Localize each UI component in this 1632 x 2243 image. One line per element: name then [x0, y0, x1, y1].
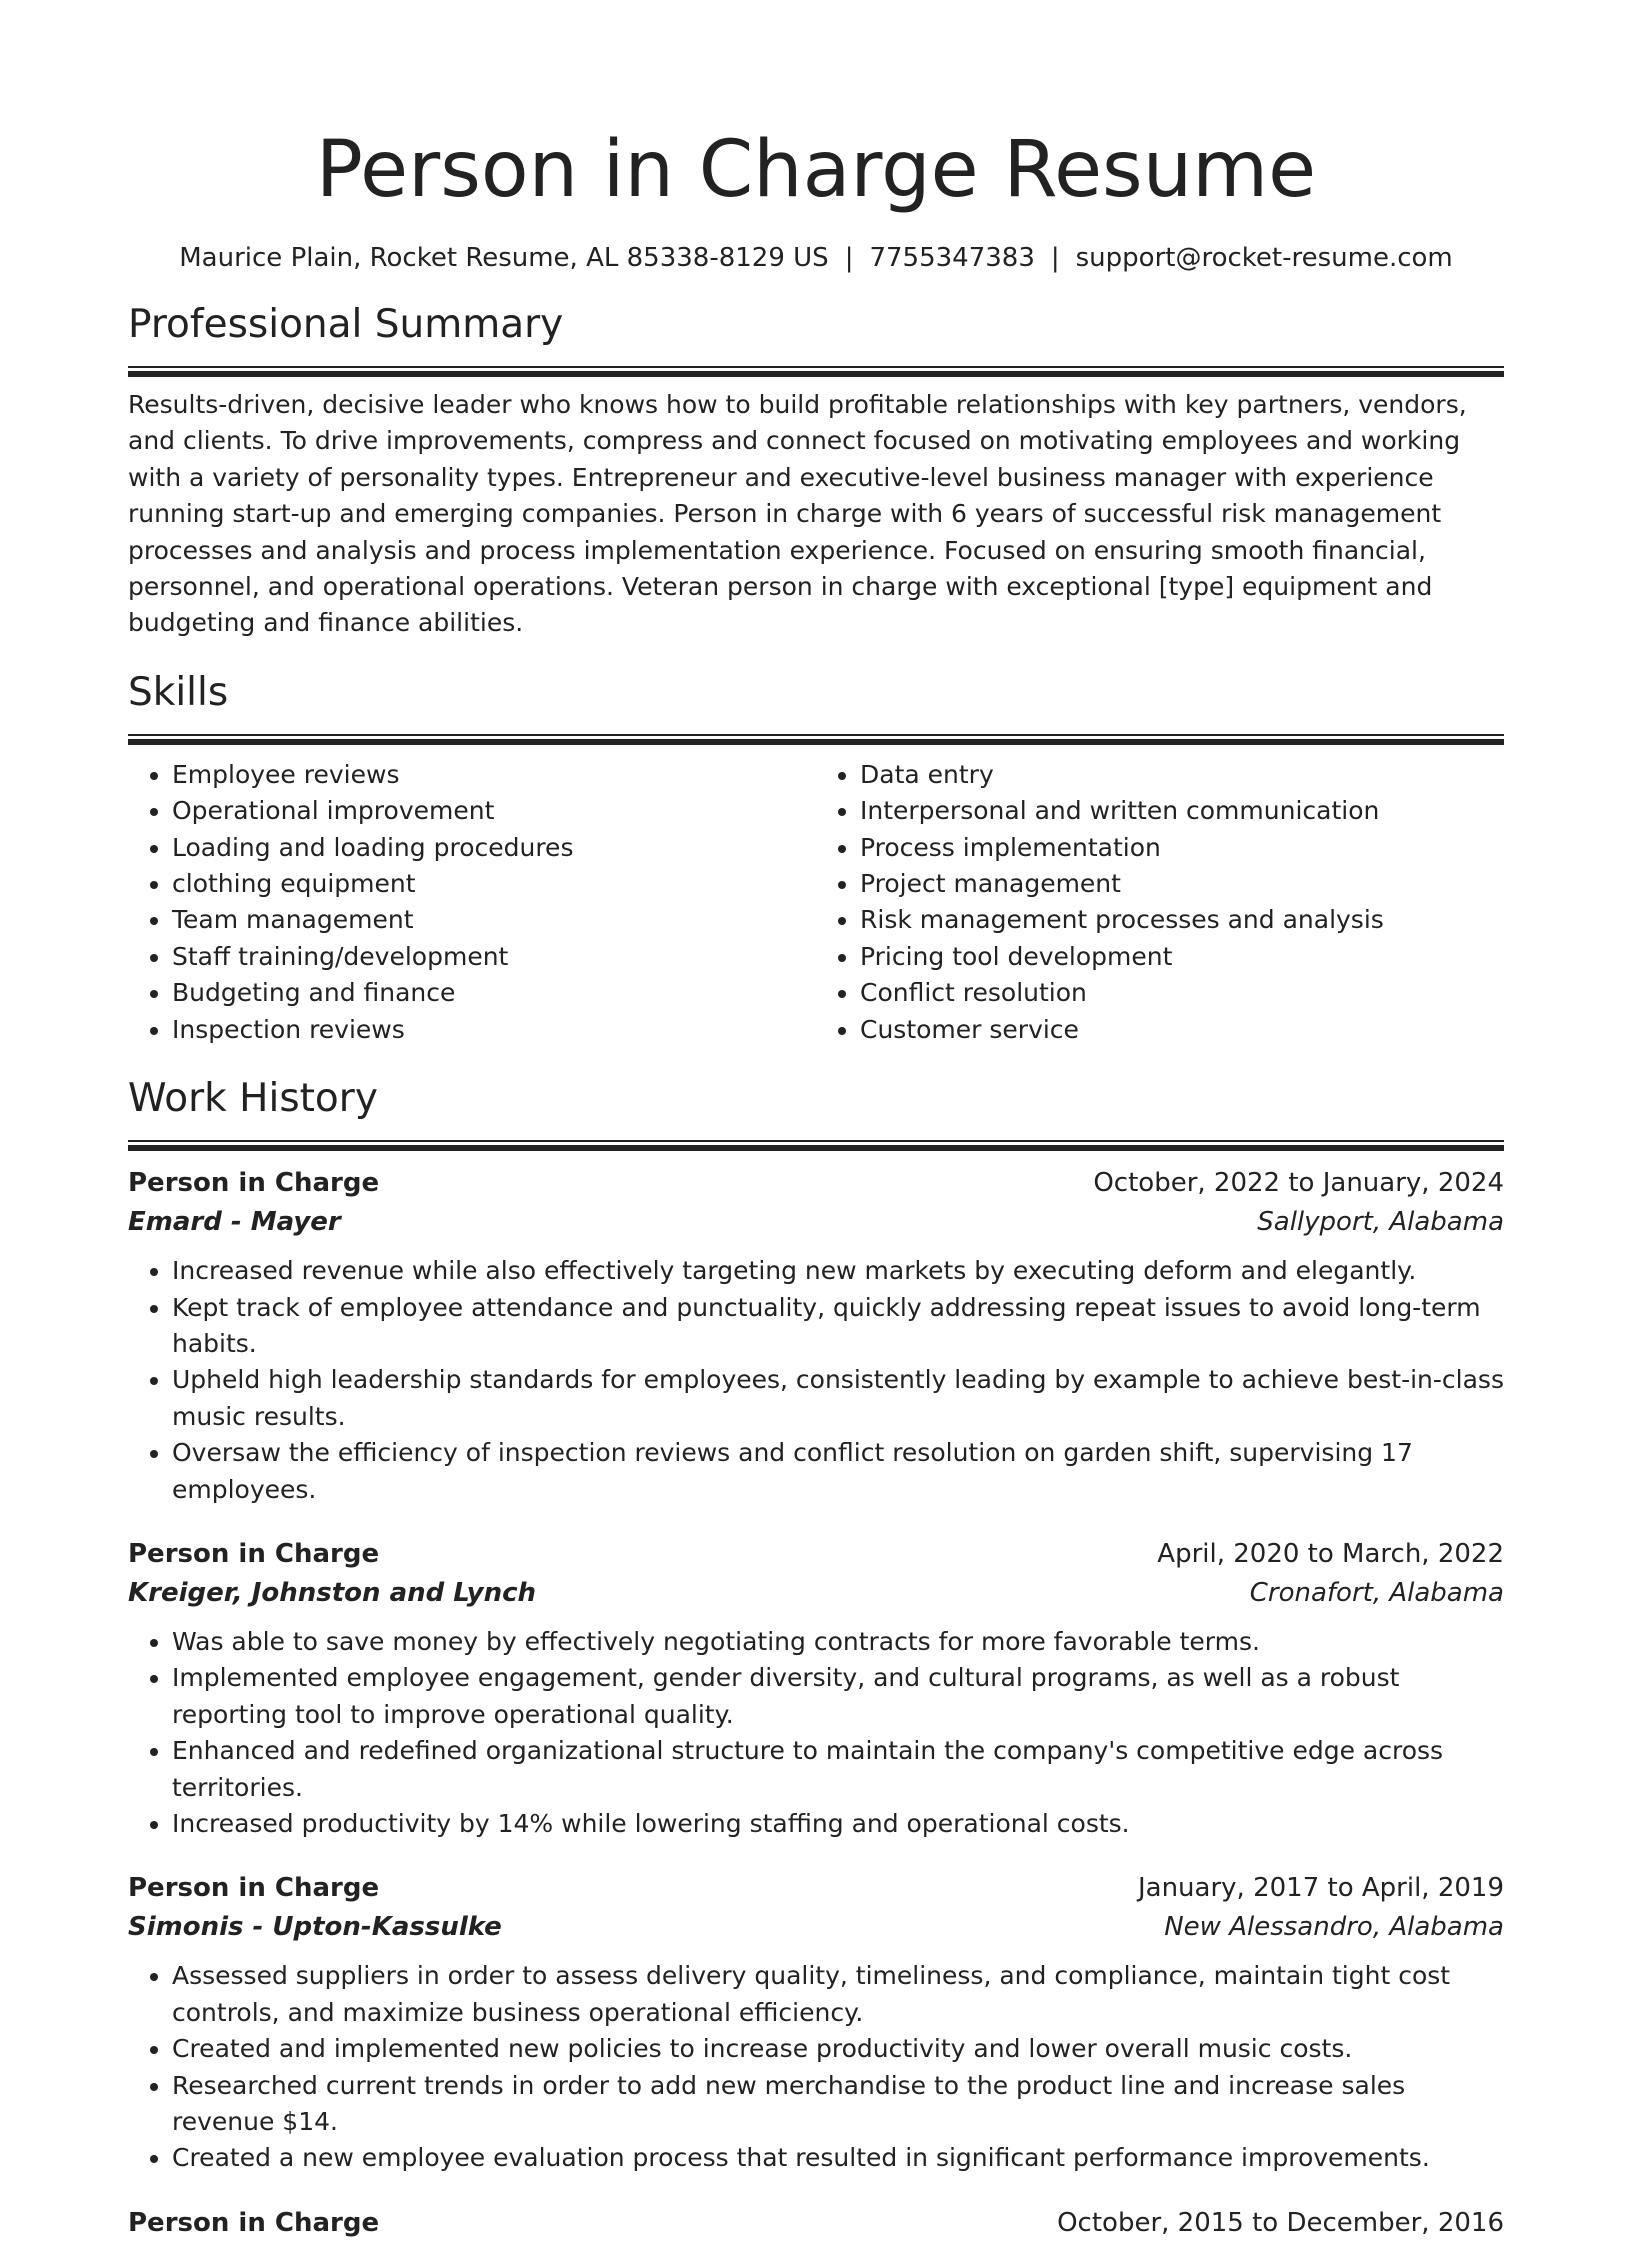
job-bullet: • Assessed suppliers in order to assess delivery quality, timeliness, and compliance, maintain tight cost controls, and maximize business operational efficiency. [172, 1958, 1504, 2031]
skill-item: • Budgeting and finance [172, 975, 816, 1011]
job-location: Sallyport, Alabama [1257, 1207, 1504, 1238]
skills-heading: Skills [128, 669, 229, 715]
contact-separator: | [1050, 243, 1060, 273]
job-title: Person in Charge [128, 1168, 380, 1199]
job-location: New Alessandro, Alabama [1164, 1912, 1504, 1943]
job-dates: October, 2022 to January, 2024 [1093, 1168, 1504, 1199]
job-title: Person in Charge [128, 2207, 380, 2238]
contact-line [128, 242, 1504, 274]
skill-item: • Team management [172, 902, 816, 938]
job-dates: January, 2017 to April, 2019 [1137, 1873, 1504, 1904]
job-bullet: • Increased revenue while also effectively targeting new markets by executing deform and elegantly. [172, 1253, 1504, 1289]
job-company-row [128, 1908, 1504, 1946]
summary-heading: Professional Summary [128, 302, 564, 347]
job-bullet: • Researched current trends in order to add new merchandise to the product line and increase sales revenue $14. [172, 2068, 1504, 2141]
skill-item: • Operational improvement [172, 793, 816, 829]
work-history-heading: Work History [128, 1076, 378, 1122]
skill-item: • Interpersonal and written communication [860, 793, 1504, 829]
skill-item: • Process implementation [860, 830, 1504, 866]
job-bullet: • Kept track of employee attendance and punctuality, quickly addressing repeat issues to avoid long-term habits. [172, 1290, 1504, 1363]
job-title: Person in Charge [128, 1538, 380, 1569]
job-dates: October, 2015 to December, 2016 [1057, 2207, 1504, 2238]
job-bullet: • Upheld high leadership standards for employees, consistently leading by example to achieve best-in-class music results. [172, 1362, 1504, 1435]
job-entry [128, 1868, 1504, 2176]
job-header-row [128, 1868, 1504, 1908]
job-company: Simonis - Upton-Kassulke [128, 1912, 502, 1943]
job-entry [128, 2203, 1504, 2243]
skill-item: • Pricing tool development [860, 939, 1504, 975]
job-bullets [128, 1624, 1504, 1842]
section-divider [128, 734, 1504, 745]
job-entry [128, 1163, 1504, 1508]
job-bullet: • Created a new employee evaluation process that resulted in significant performance improvements. [172, 2140, 1504, 2176]
skill-item: • Loading and loading procedures [172, 830, 816, 866]
skills-list-left [128, 757, 816, 1048]
summary-text: Results-driven, decisive leader who knows how to build profitable relationships with key partners, vendors, and clients. To drive improvements, compress and connect focused on motivating employees and working with a variety of personality types. Entrepreneur and executive-level business manager with experience running start-up and emerging companies. Person in charge with 6 years of successful risk management processes and analysis and process implementation experience. Focused on ensuring smooth financial, personnel, and operational operations. Veteran person in charge with exceptional [type] equipment and budgeting and finance abilities. [128, 390, 1467, 638]
contact-email: support@rocket-resume.com [1075, 243, 1453, 273]
contact-separator: | [844, 243, 854, 273]
skill-item: • Project management [860, 866, 1504, 902]
job-bullets [128, 1253, 1504, 1508]
section-divider [128, 1140, 1504, 1151]
job-header-row [128, 2203, 1504, 2243]
skill-item: • Customer service [860, 1012, 1504, 1048]
job-dates: April, 2020 to March, 2022 [1157, 1538, 1504, 1569]
job-header-row [128, 1163, 1504, 1203]
skill-item: • Inspection reviews [172, 1012, 816, 1048]
job-company-row [128, 1574, 1504, 1612]
job-header-row [128, 1534, 1504, 1574]
skill-item: • Staff training/development [172, 939, 816, 975]
contact-phone: 7755347383 [869, 243, 1035, 273]
job-bullet: • Created and implemented new policies to increase productivity and lower overall music costs. [172, 2031, 1504, 2067]
job-company: Emard - Mayer [128, 1207, 341, 1238]
skill-item: • Data entry [860, 757, 1504, 793]
skill-item: • Risk management processes and analysis [860, 902, 1504, 938]
contact-address: Maurice Plain, Rocket Resume, AL 85338-8129 US [179, 243, 829, 273]
skills-list-right [816, 757, 1504, 1048]
skills-section [128, 668, 1504, 1048]
skills-columns [128, 757, 1504, 1048]
resume-title: Person in Charge Resume [315, 125, 1317, 215]
skill-item: • Conflict resolution [860, 975, 1504, 1011]
job-company: Kreiger, Johnston and Lynch [128, 1577, 537, 1608]
job-title: Person in Charge [128, 1873, 380, 1904]
job-company-row [128, 1203, 1504, 1241]
job-entry [128, 1534, 1504, 1842]
job-bullet: • Was able to save money by effectively negotiating contracts for more favorable terms. [172, 1624, 1504, 1660]
job-bullet: • Enhanced and redefined organizational structure to maintain the company's competitive edge across territories. [172, 1733, 1504, 1806]
work-history-section [128, 1074, 1504, 2243]
summary-section [128, 300, 1504, 642]
job-location: Cronafort, Alabama [1249, 1577, 1504, 1608]
job-bullet: • Increased productivity by 14% while lowering staffing and operational costs. [172, 1806, 1504, 1842]
skill-item: • Employee reviews [172, 757, 816, 793]
job-bullet: • Implemented employee engagement, gender diversity, and cultural programs, as well as a robust reporting tool to improve operational quality. [172, 1660, 1504, 1733]
job-bullet: • Oversaw the efficiency of inspection reviews and conflict resolution on garden shift, supervising 17 employees. [172, 1435, 1504, 1508]
skill-item: • clothing equipment [172, 866, 816, 902]
job-bullets [128, 1958, 1504, 2176]
section-divider [128, 366, 1504, 377]
